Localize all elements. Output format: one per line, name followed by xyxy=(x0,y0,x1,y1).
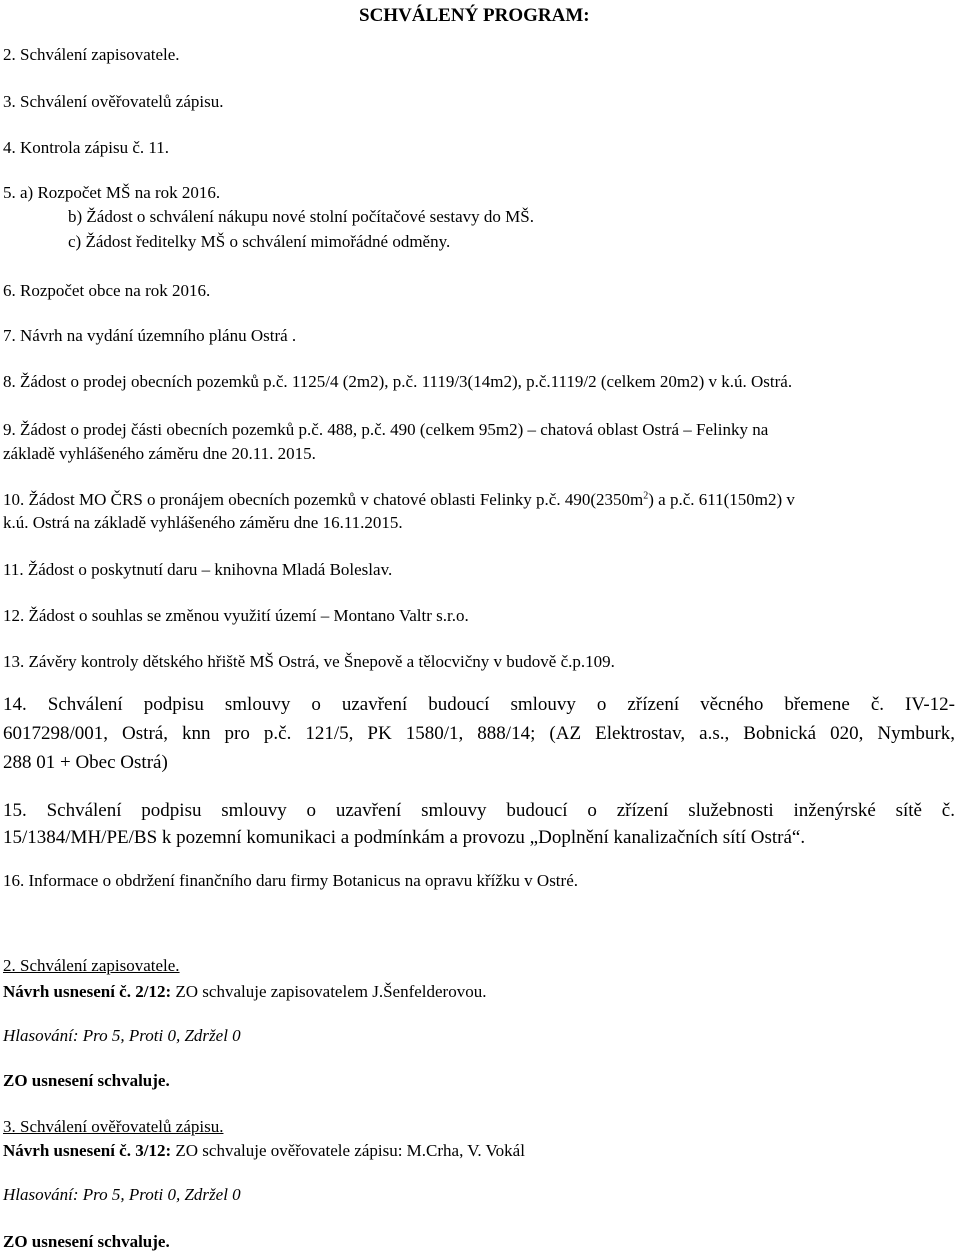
program-item-14-line-2: 6017298/001, Ostrá, knn pro p.č. 121/5, PK 1580/1, 888/14; (AZ Elektrostav, a.s., Bobnická 020, Nymburk, xyxy=(3,723,955,744)
program-item-9-line-1: 9. Žádost o prodej části obecních pozemků p.č. 488, p.č. 490 (celkem 95m2) – chatová oblast Ostrá – Felinky na xyxy=(3,420,769,439)
resolution-title: 2. Schválení zapisovatele. xyxy=(3,956,180,975)
program-item-9-line-2: základě vyhlášeného záměru dne 20.11. 2015. xyxy=(3,444,316,463)
program-item-14-line-3: 288 01 + Obec Ostrá) xyxy=(3,752,168,773)
resolution-proposal: Návrh usnesení č. 2/12: ZO schvaluje zapisovatelem J.Šenfelderovou. xyxy=(3,982,487,1001)
program-item-6: 6. Rozpočet obce na rok 2016. xyxy=(3,281,211,300)
program-item-10-line-1: 10. Žádost MO ČRS o pronájem obecních pozemků v chatové oblasti Felinky p.č. $490(2350m^2)$ a p.č. 611(150m2) v xyxy=(3,490,795,509)
program-item-15-line-1: 15. Schválení podpisu smlouvy o uzavření smlouvy budoucí o zřízení služebnosti inženýrské sítě č. xyxy=(3,800,955,821)
program-item-11: 11. Žádost o poskytnutí daru – knihovna Mladá Boleslav. xyxy=(3,560,393,579)
resolution-vote: Hlasování: Pro 5, Proti 0, Zdržel 0 xyxy=(3,1185,241,1204)
program-item-8: 8. Žádost o prodej obecních pozemků p.č. 1125/4 (2m2), p.č. 1119/3(14m2), p.č.1119/2 (celkem 20m2) v k.ú. Ostrá. xyxy=(3,372,793,391)
resolution-result: ZO usnesení schvaluje. xyxy=(3,1071,170,1090)
resolution-result: ZO usnesení schvaluje. xyxy=(3,1232,170,1251)
resolution-proposal: Návrh usnesení č. 3/12: ZO schvaluje ověřovatele zápisu: M.Crha, V. Vokál xyxy=(3,1141,525,1160)
program-item-14-line-1: 14. Schválení podpisu smlouvy o uzavření budoucí smlouvy o zřízení věcného břemene č. IV-12- xyxy=(3,694,955,715)
program-item-16: 16. Informace o obdržení finančního daru firmy Botanicus na opravu křížku v Ostré. xyxy=(3,871,578,890)
resolution-vote: Hlasování: Pro 5, Proti 0, Zdržel 0 xyxy=(3,1026,241,1045)
program-item-15-line-2: 15/1384/MH/PE/BS k pozemní komunikaci a podmínkám a provozu „Doplnění kanalizačních sítí Ostrá“. xyxy=(3,827,806,848)
superscript: 2 xyxy=(643,490,649,502)
program-item-5b: b) Žádost o schválení nákupu nové stolní počítačové sestavy do MŠ. xyxy=(68,207,534,226)
program-heading: SCHVÁLENÝ PROGRAM: xyxy=(359,5,590,26)
program-item-5a: 5. a) Rozpočet MŠ na rok 2016. xyxy=(3,183,221,202)
program-item-7: 7. Návrh na vydání územního plánu Ostrá . xyxy=(3,326,297,345)
program-item-3: 3. Schválení ověřovatelů zápisu. xyxy=(3,92,224,111)
resolution-title: 3. Schválení ověřovatelů zápisu. xyxy=(3,1117,224,1136)
program-item-13: 13. Závěry kontroly dětského hřiště MŠ Ostrá, ve Šnepově a tělocvičny v budově č.p.109. xyxy=(3,652,615,671)
program-item-5c: c) Žádost ředitelky MŠ o schválení mimořádné odměny. xyxy=(68,232,451,251)
program-item-10-line-2: k.ú. Ostrá na základě vyhlášeného záměru dne 16.11.2015. xyxy=(3,513,403,532)
program-item-4: 4. Kontrola zápisu č. 11. xyxy=(3,138,170,157)
program-item-2: 2. Schválení zapisovatele. xyxy=(3,45,180,64)
program-item-12: 12. Žádost o souhlas se změnou využití území – Montano Valtr s.r.o. xyxy=(3,606,469,625)
